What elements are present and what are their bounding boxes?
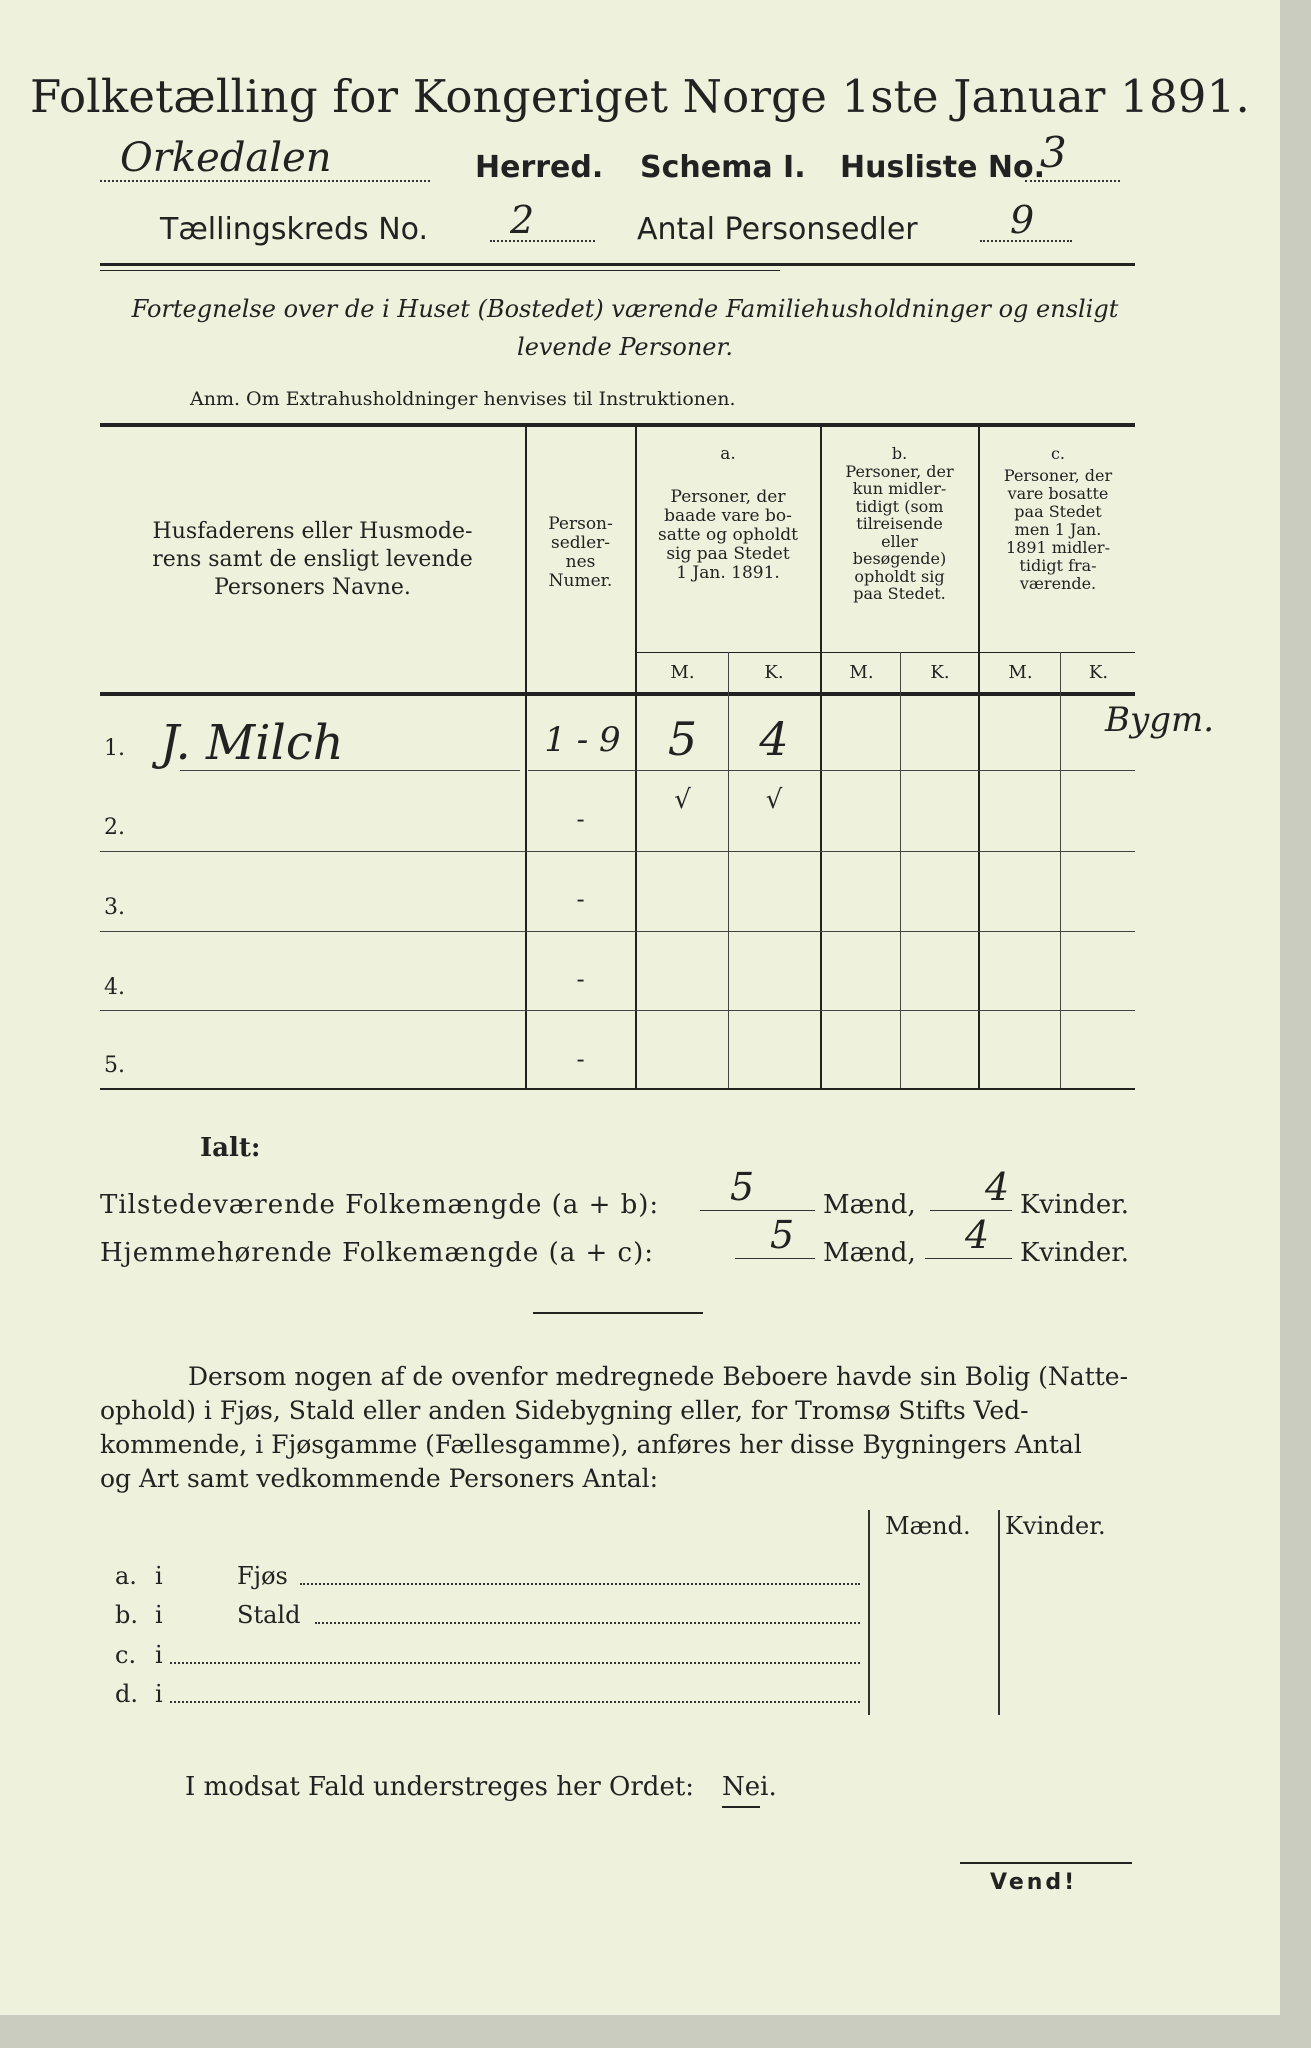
anm-note: Anm. Om Extrahusholdninger henvises til Instruktionen. [190,388,736,410]
header-rule [100,263,1135,266]
buildings-head-kvinder: Kvinder. [1005,1512,1106,1540]
schema-label: Schema I. [640,150,806,185]
nei-underline [722,1806,760,1808]
row-2-numer: - [576,805,585,833]
building-b-label: Stald [237,1601,301,1629]
row-1-note: Bygm. [1105,700,1215,740]
row-5-number: 5. [104,1053,125,1078]
buildings-col-line-2 [998,1510,1000,1715]
intro-line2: levende Personer. [517,333,733,361]
tilstede-maend: Mænd, [823,1190,916,1220]
building-a-dots [300,1583,860,1585]
building-c-i: i [155,1641,163,1669]
row-rule-2 [100,851,1135,852]
row-4-number: 4. [104,975,125,1000]
kreds-label: Tællingskreds No. [160,212,428,247]
nei-word: Nei. [722,1772,777,1802]
tilstede-label: Tilstedeværende Folkemængde (a + b): [100,1190,660,1220]
col-c-k-label: K. [1088,662,1109,683]
ialt-label: Ialt: [200,1133,261,1163]
row-1-a-m: 5 [667,712,698,766]
building-a-i: i [155,1562,163,1590]
hjemme-k-value: 4 [965,1213,990,1257]
col-name-header: Husfaderens eller Husmode- rens samt de ensligt levende Personers Navne. [152,519,473,600]
building-b-letter: b. [115,1601,138,1629]
row-rule-4 [100,1010,1135,1011]
col-line-2 [635,427,637,1089]
buildings-paragraph: Dersom nogen af de ovenfor medregnede Beboere havde sin Bolig (Natte- ophold) i Fjøs, Stald eller anden Sidebygning eller, for Tromsø Stifts Ved- kommende, i Fjøsgamme (Fællesgamme), anføres her disse Bygningers Antal og Art samt vedkommende Personers Antal: [100,1362,1129,1493]
row-1-number: 1. [104,736,125,761]
col-line-3 [820,427,822,1089]
husliste-dotline [1025,180,1120,182]
building-a-label: Fjøs [237,1562,288,1590]
tilstede-k-line [930,1210,1012,1211]
col-numer-header: Person- sedler- nes Numer. [548,514,613,591]
intro-line1: Fortegnelse over de i Huset (Bostedet) værende Familiehusholdninger og ensligt [131,295,1119,323]
col-a-m-label: M. [670,662,695,683]
col-b-k-label: K. [930,662,950,683]
col-a-header: a. Personer, der baade vare bo- satte og opholdt sig paa Stedet 1 Jan. 1891. [658,444,798,583]
row-5-numer: - [576,1045,585,1073]
header-rule-thin [100,270,780,271]
herred-dotline [100,180,430,182]
row-2-a-k: √ [765,785,783,815]
building-a-letter: a. [115,1562,137,1590]
hjemme-m-value: 5 [770,1213,795,1257]
building-d-letter: d. [115,1680,138,1708]
form-title: Folketælling for Kongeriget Norge 1ste Januar 1891. [30,70,1250,123]
hjemme-maend: Mænd, [823,1238,916,1268]
husliste-label: Husliste No. [840,150,1045,185]
row-1-numer: 1 - 9 [544,720,621,760]
row-2-a-m: √ [674,785,691,815]
buildings-col-line-1 [868,1510,870,1715]
col-b-split [900,652,901,1089]
hjemme-k-line [925,1258,1012,1259]
herred-label: Herred. [475,150,604,185]
building-c-letter: c. [115,1641,137,1669]
tilstede-k-value: 4 [985,1165,1010,1209]
buildings-head-maend: Mænd. [885,1512,971,1540]
building-b-dots [315,1622,860,1624]
row-1-name: J. Milch [160,715,344,771]
tilstede-kvinder: Kvinder. [1020,1190,1130,1220]
col-c-m-label: M. [1008,662,1033,683]
kreds-value: 2 [510,198,535,242]
vend-rule [960,1862,1132,1864]
personsedler-label: Antal Personsedler [637,212,918,247]
herred-value: Orkedalen [120,135,332,181]
personsedler-value: 9 [1010,198,1035,242]
kreds-dotline [490,240,595,242]
col-b-m-label: M. [849,662,874,683]
row-rule-1b [528,770,1135,771]
hjemme-kvinder: Kvinder. [1020,1238,1130,1268]
building-d-dots [170,1701,860,1703]
row-3-numer: - [576,885,585,913]
col-a-k-label: K. [764,662,784,683]
hjemme-label: Hjemmehørende Folkemængde (a + c): [100,1238,654,1268]
separator-rule [533,1312,703,1314]
row-3-number: 3. [104,895,125,920]
hjemme-m-line [735,1258,815,1259]
col-line-1 [525,427,527,1089]
building-c-dots [170,1662,860,1664]
col-line-4 [978,427,980,1089]
col-a-split [728,652,729,1089]
tilstede-m-line [700,1210,815,1211]
vend-text: Vend! [990,1870,1078,1895]
husliste-value: 3 [1040,128,1067,177]
col-c-header: c. Personer, der vare bosatte paa Stedet men 1 Jan. 1891 midler- tidigt fra- værende. [1003,444,1113,593]
personsedler-dotline [980,240,1072,242]
row-4-numer: - [576,965,585,993]
row-rule-5 [100,1088,1135,1090]
tilstede-m-value: 5 [730,1165,755,1209]
row-1-a-k: 4 [759,712,789,766]
modsat-text: I modsat Fald understreges her Ordet: [185,1772,695,1802]
building-d-i: i [155,1680,163,1708]
building-b-i: i [155,1601,163,1629]
row-rule-3 [100,931,1135,932]
col-c-split [1060,652,1061,1089]
row-2-number: 2. [104,815,125,840]
col-b-header: b. Personer, der kun midler- tidigt (som tilreisende eller besøgende) opholdt sig paa Stedet. [845,444,954,603]
